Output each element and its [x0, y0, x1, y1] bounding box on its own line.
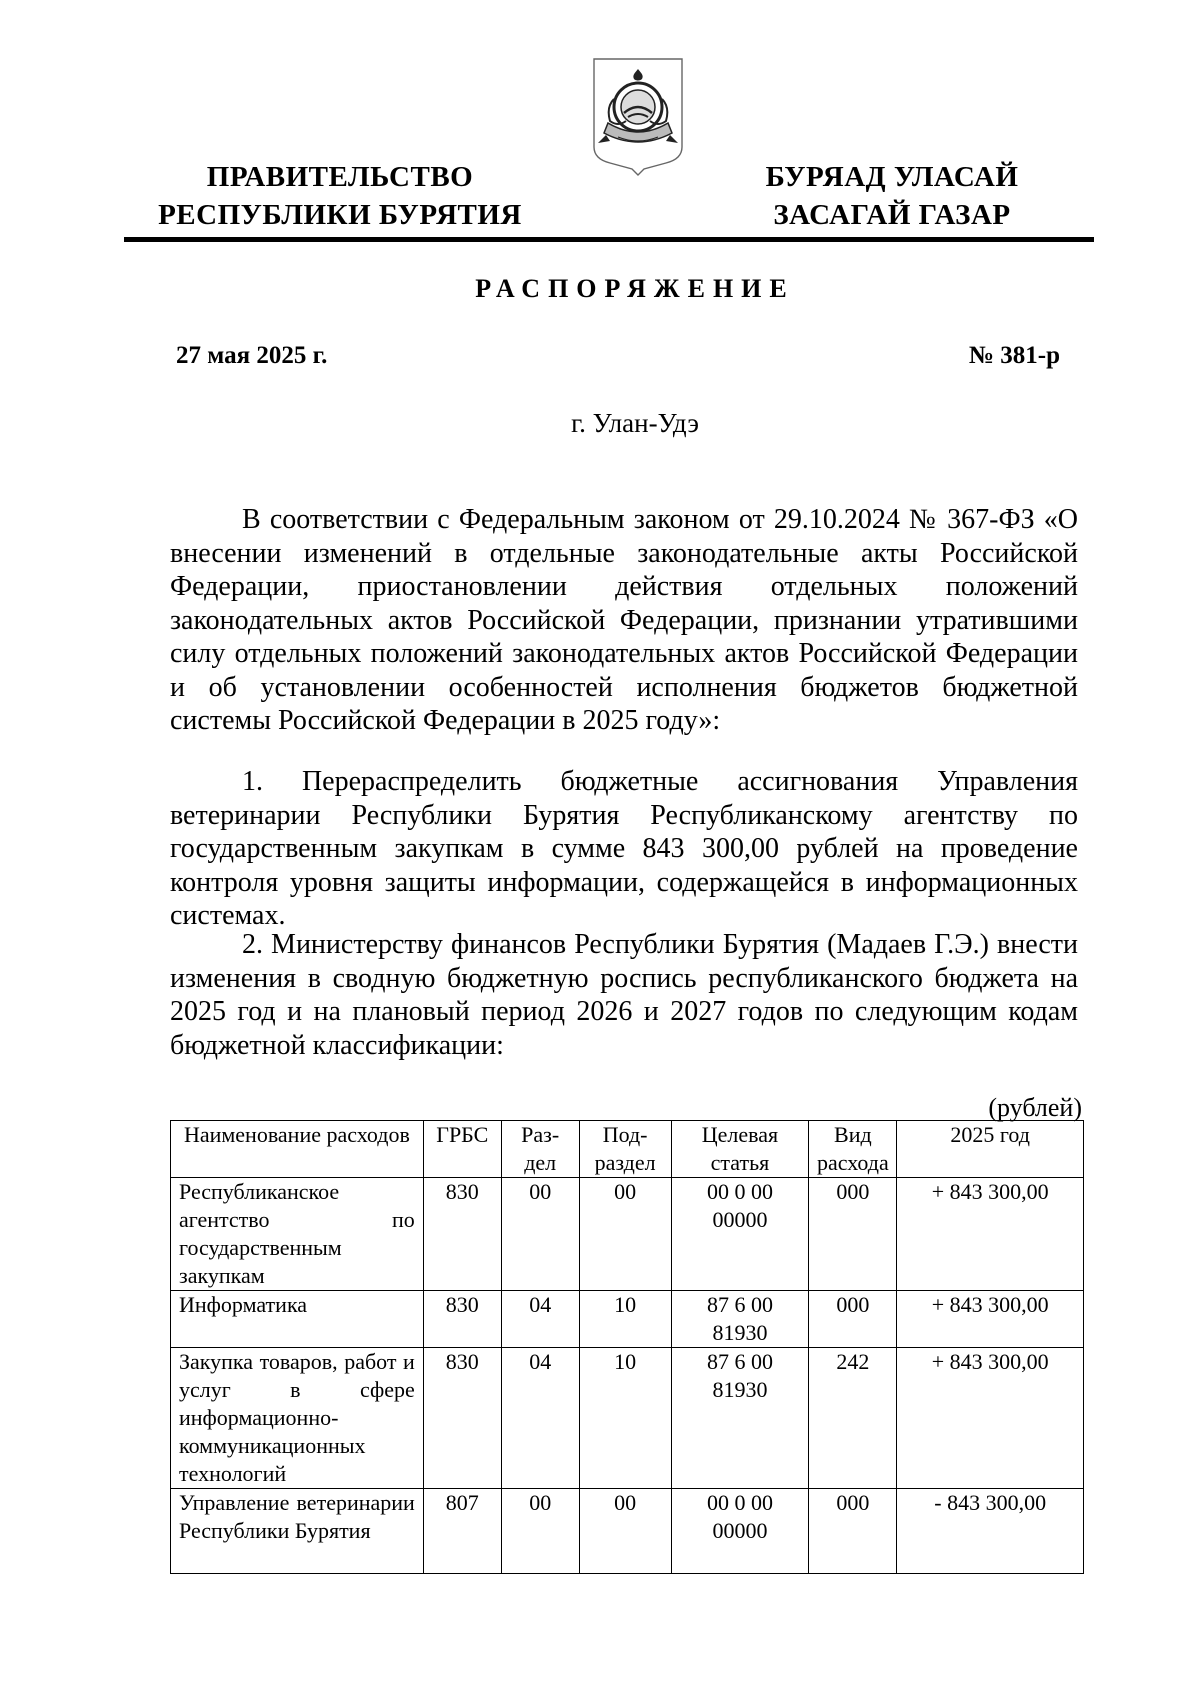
table-row [171, 1291, 1084, 1348]
cell-podrazdel: 00 [579, 1178, 671, 1291]
cell-amount: - 843 300,00 [897, 1489, 1084, 1574]
table-unit-label: (рублей) [988, 1093, 1082, 1122]
header-year: 2025 год [897, 1121, 1084, 1178]
item-1-paragraph: 1. Перераспределить бюджетные ассигнования Управления ветеринарии Республики Бурятия Республиканскому агентству по государственным закупкам в сумме 843 300,00 рублей на проведение контроля уровня защиты информации, содержащейся в информационных системах. [170, 766, 1078, 931]
cell-statya: 00 0 00 00000 [671, 1178, 809, 1291]
header-razdel: Раз-дел [501, 1121, 579, 1178]
cell-podrazdel: 10 [579, 1348, 671, 1489]
government-name-russian [140, 158, 540, 234]
cell-name: Информатика [171, 1291, 424, 1348]
budget-table [170, 1120, 1084, 1574]
header-name: Наименование расходов [171, 1121, 424, 1178]
cell-grbs: 830 [423, 1348, 501, 1489]
table-row [171, 1489, 1084, 1574]
cell-grbs: 830 [423, 1291, 501, 1348]
cell-name: Закупка товаров, работ и услуг в сфере информационно-коммуникационных технологий [171, 1348, 424, 1489]
cell-statya: 87 6 00 81930 [671, 1348, 809, 1489]
cell-name: Республиканское агентство по государственным закупкам [171, 1178, 424, 1291]
cell-vid: 000 [809, 1291, 897, 1348]
cell-razdel: 00 [501, 1178, 579, 1291]
cell-razdel: 00 [501, 1489, 579, 1574]
cell-grbs: 807 [423, 1489, 501, 1574]
cell-amount: + 843 300,00 [897, 1348, 1084, 1489]
table-row [171, 1348, 1084, 1489]
coat-of-arms-icon [588, 55, 688, 177]
cell-podrazdel: 10 [579, 1291, 671, 1348]
header-vid: Вид расхода [809, 1121, 897, 1178]
document-number: № 381-р [968, 342, 1060, 369]
table-header-row [171, 1121, 1084, 1178]
cell-statya: 00 0 00 00000 [671, 1489, 809, 1574]
cell-vid: 000 [809, 1489, 897, 1574]
government-name-buryat [742, 158, 1042, 234]
org-left-line1: ПРАВИТЕЛЬСТВО [206, 161, 474, 193]
cell-vid: 242 [809, 1348, 897, 1489]
cell-razdel: 04 [501, 1348, 579, 1489]
header-grbs: ГРБС [423, 1121, 501, 1178]
cell-razdel: 04 [501, 1291, 579, 1348]
header-statya: Целевая статья [671, 1121, 809, 1178]
header-podrazdel: Под-раздел [579, 1121, 671, 1178]
cell-podrazdel: 00 [579, 1489, 671, 1574]
cell-amount: + 843 300,00 [897, 1291, 1084, 1348]
org-right-line2: ЗАСАГАЙ ГАЗАР [773, 199, 1011, 231]
cell-amount: + 843 300,00 [897, 1178, 1084, 1291]
cell-statya: 87 6 00 81930 [671, 1291, 809, 1348]
document-type-title: РАСПОРЯЖЕНИЕ [475, 274, 795, 303]
table-row [171, 1178, 1084, 1291]
item-2-paragraph: 2. Министерству финансов Республики Бурятия (Мадаев Г.Э.) внести изменения в сводную бюджетную роспись республиканского бюджета на 2025 год и на плановый период 2026 и 2027 годов по следующим кодам бюджетной классификации: [170, 929, 1078, 1061]
document-date: 27 мая 2025 г. [176, 342, 328, 369]
cell-name: Управление ветеринарии Республики Бурятия [171, 1489, 424, 1574]
org-left-line2: РЕСПУБЛИКИ БУРЯТИЯ [158, 199, 522, 231]
preamble-paragraph: В соответствии с Федеральным законом от 29.10.2024 № 367-ФЗ «О внесении изменений в отдельные законодательные акты Российской Федерации, приостановлении действия отдельных положений законодательных актов Российской Федерации, признании утратившими силу отдельных положений законодательных актов Российской Федерации и об установлении особенностей исполнения бюджетов бюджетной системы Российской Федерации в 2025 году»: [170, 504, 1078, 736]
cell-vid: 000 [809, 1178, 897, 1291]
org-right-line1: БУРЯАД УЛАСАЙ [765, 161, 1019, 193]
cell-grbs: 830 [423, 1178, 501, 1291]
document-city: г. Улан-Удэ [571, 408, 699, 438]
header-divider [124, 237, 1094, 242]
